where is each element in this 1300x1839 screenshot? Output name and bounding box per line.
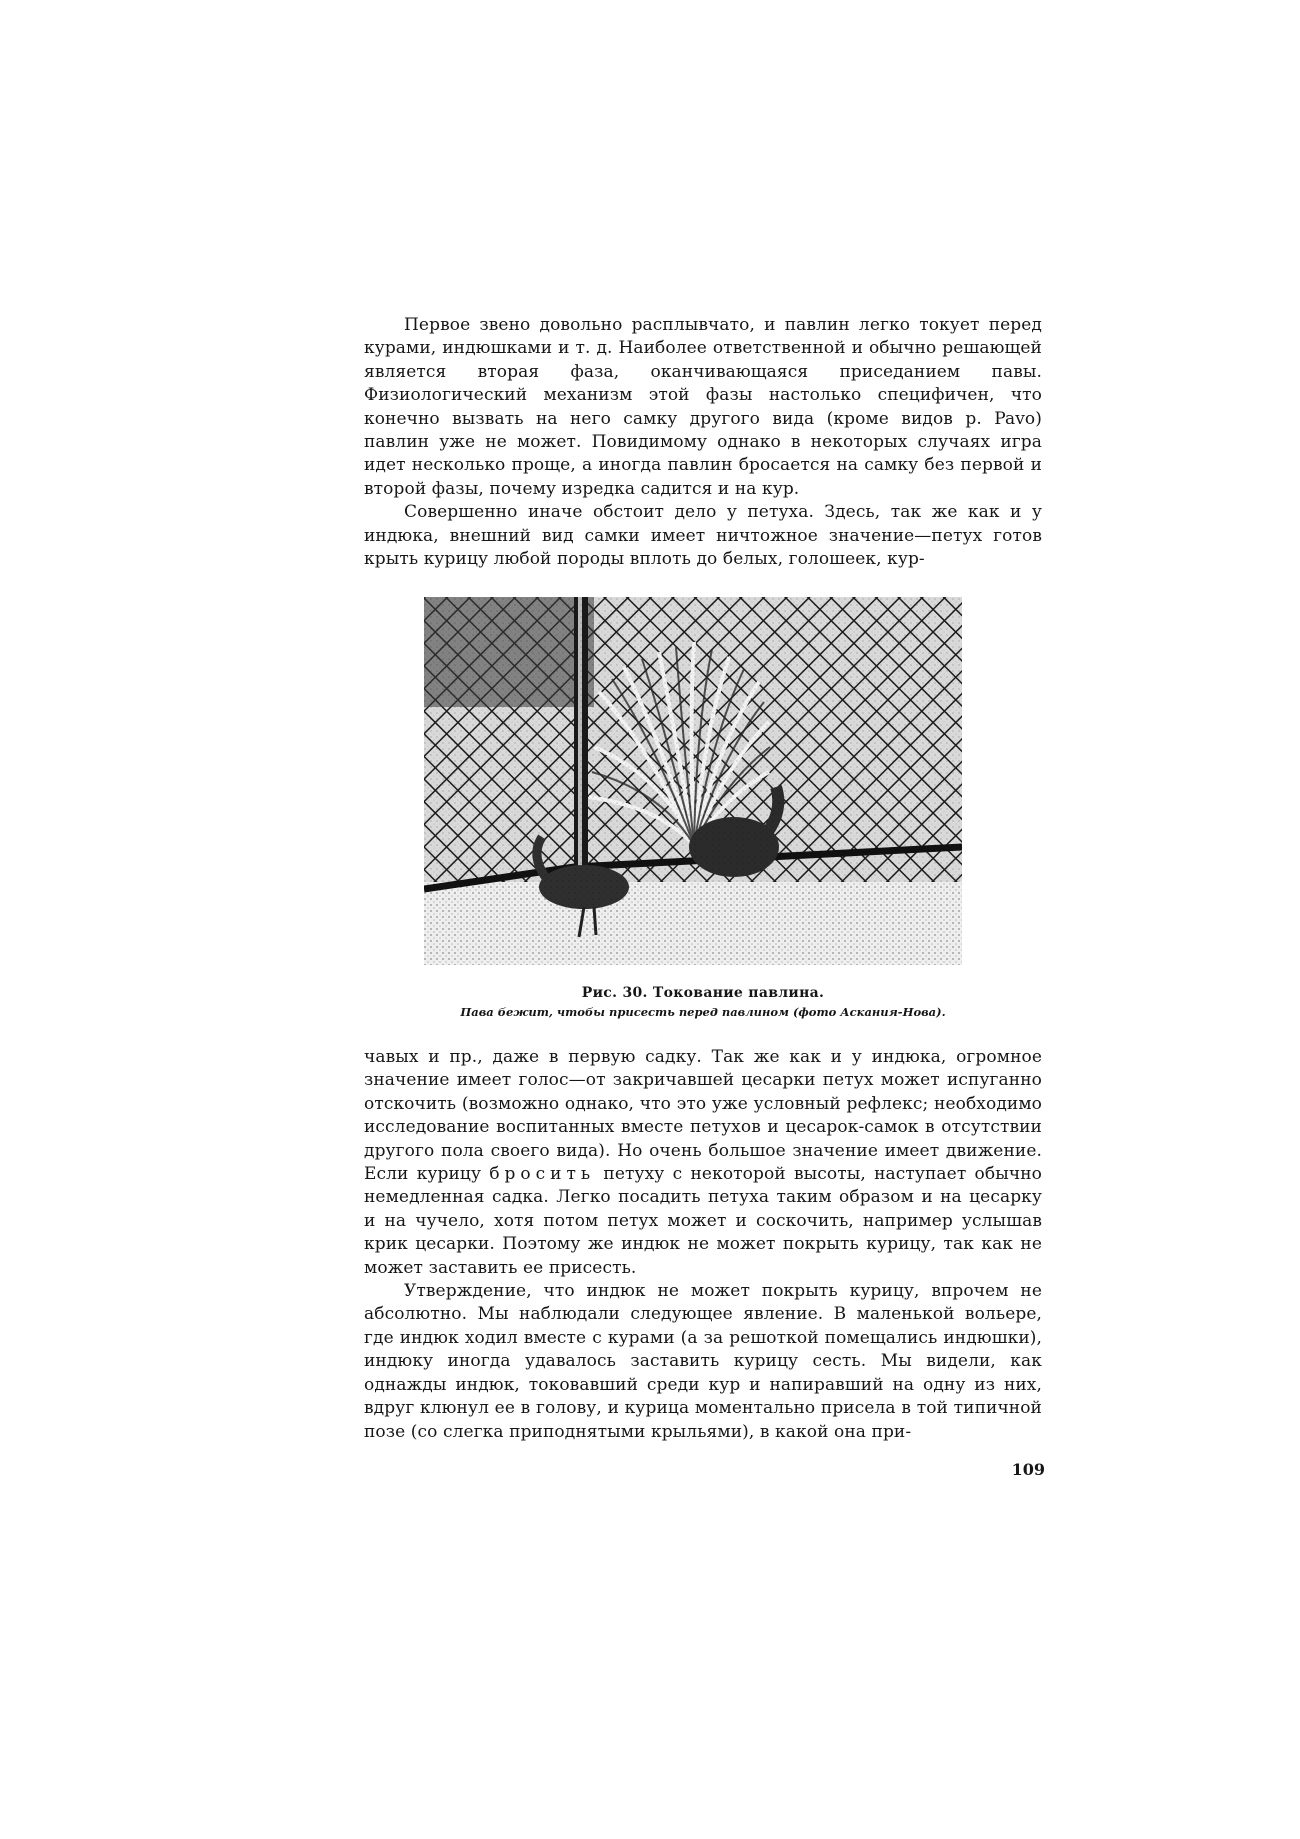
page-number: 109 [1011, 1460, 1045, 1479]
peacock-photo [424, 597, 962, 965]
top-text-block [364, 314, 1042, 571]
paragraph-part: чавых и пр., даже в первую садку. Так же как и у индюка, огромное значение имеет голос—от закричавшей цесарки петух может испуганно отскочить (возможно однако, что это уже условный рефлекс; необходимо исследование воспитанных вместе петухов и цесарок-самок в отсутствии другого пола своего вида). Но очень большое значение имеет движение. Если курицу [364, 1047, 1042, 1185]
peacock-photo-image [424, 597, 962, 965]
paragraph: Первое звено довольно расплывчато, и павлин легко токует перед курами, индюшками и т. д. Наиболее ответственной и обычно решающей является вторая фаза, оканчивающаяся приседанием павы. Физиологический механизм этой фазы настолько специфичен, что конечно вызвать на него самку другого вида (кроме видов р. Pavo) павлин уже не может. Повидимому однако в некоторых случаях игра идет несколько проще, а иногда павлин бросается на самку без первой и второй фазы, почему изредка садится и на кур. [364, 315, 1042, 499]
emphasized-word: бросить [489, 1164, 596, 1185]
paragraph-part: петуху с некоторой высоты, наступает обычно немедленная садка. Легко посадить петуха таким образом и на цесарку и на чучело, хотя потом петух может и соскочить, например услышав крик цесарки. Поэтому же индюк не может покрыть курицу, так как не может заставить ее присесть. [364, 1164, 1042, 1278]
figure-caption-text: Пава бежит, чтобы присесть перед павлином (фото Аскания-Нова). [460, 1005, 946, 1019]
paragraph: Совершенно иначе обстоит дело у петуха. Здесь, так же как и у индюка, внешний вид самки имеет ничтожное значение—петух готов крыть курицу любой породы вплоть до белых, голошеек, кур- [364, 502, 1042, 570]
paragraph [364, 1046, 1042, 1280]
bottom-text-block [364, 1046, 1042, 1444]
paragraph: Утверждение, что индюк не может покрыть курицу, впрочем не абсолютно. Мы наблюдали следующее явление. В маленькой вольере, где индюк ходил вместе с курами (а за решоткой помещались индюшки), индюку иногда удавалось заставить курицу сесть. Мы видели, как однажды индюк, токовавший среди кур и напиравший на одну из них, вдруг клюнул ее в голову, и курица моментально присела в той типичной позе (со слегка приподнятыми крыльями), в какой она при- [364, 1281, 1042, 1442]
figure-caption-title: Рис. 30. Токование павлина. [581, 985, 825, 1001]
